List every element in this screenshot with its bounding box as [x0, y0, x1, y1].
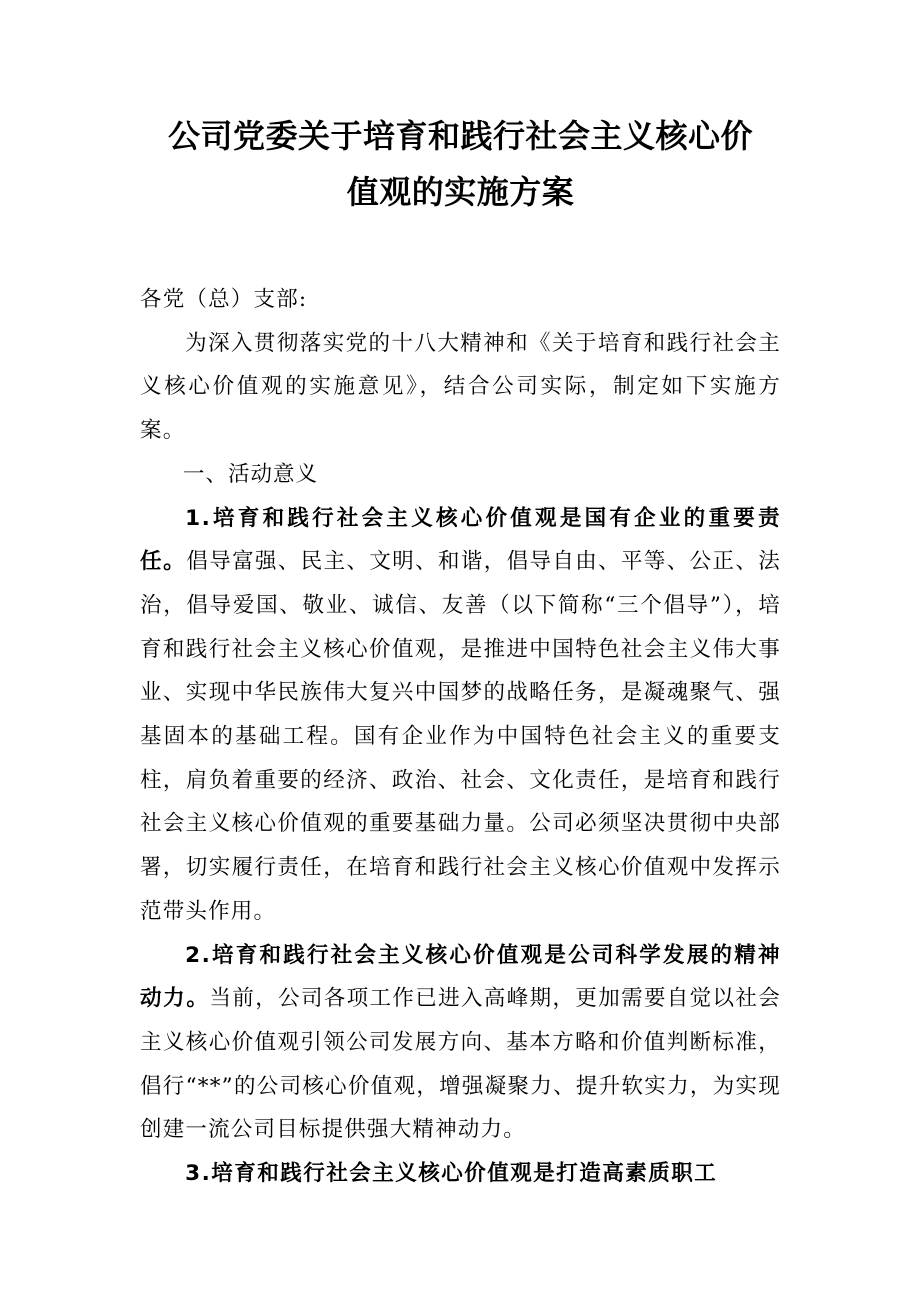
section-heading: 一、活动意义: [183, 461, 319, 487]
item-body-2: 当前，公司各项工作已进入高峰期，更加需要自觉以社会主义核心价值观引领公司发展方向、基本方略和价值判断标准，倡行“**”的公司核心价值观，增强凝聚力、提升软实力，为实现创建一流公司目标提供强大精神动力。: [140, 986, 781, 1143]
item-paragraph-3: [140, 1152, 781, 1196]
salutation: 各党（总）支部:: [140, 287, 308, 312]
item-lead-2: 2.培育和践行社会主义核心价值观是公司科学发展的精神动力。: [140, 942, 781, 1012]
item-body-1: 倡导富强、民主、文明、和谐，倡导自由、平等、公正、法治，倡导爱国、敬业、诚信、友善（以下简称“三个倡导”），培育和践行社会主义核心价值观，是推进中国特色社会主义伟大事业、实现中华民族伟大复兴中国梦的战略任务，是凝魂聚气、强基固本的基础工程。国有企业作为中国特色社会主义的重要支柱，肩负着重要的经济、政治、社会、文化责任，是培育和践行社会主义核心价值观的重要基础力量。公司必须坚决贯彻中央部署，切实履行责任，在培育和践行社会主义核心价值观中发挥示范带头作用。: [140, 549, 781, 924]
intro-paragraph: 为深入贯彻落实党的十八大精神和《关于培育和践行社会主义核心价值观的实施意见》，结合公司实际，制定如下实施方案。: [140, 330, 781, 444]
item-paragraph-2: [140, 934, 781, 1153]
title-line-1: 公司党委关于培育和践行社会主义核心价: [167, 117, 753, 155]
item-lead-3: 3.培育和践行社会主义核心价值观是打造高素质职工: [185, 1161, 718, 1187]
document-page: [140, 0, 781, 1196]
title-line-2: 值观的实施方案: [346, 173, 575, 211]
document-title: [140, 108, 781, 220]
item-paragraph-1: [140, 497, 781, 934]
item-lead-1: 1.培育和践行社会主义核心价值观是国有企业的重要责任。: [140, 505, 781, 575]
